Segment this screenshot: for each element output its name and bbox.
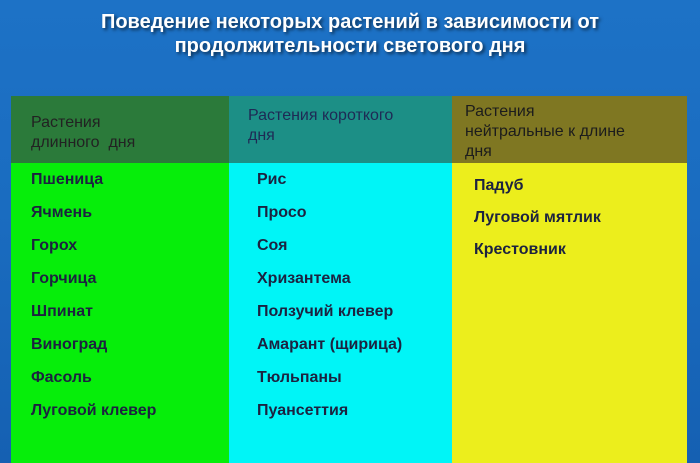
column-body-day-neutral bbox=[452, 163, 687, 463]
header-line: дня bbox=[465, 143, 492, 160]
list-item: Просо bbox=[257, 204, 307, 221]
list-item: Ползучий клевер bbox=[257, 303, 394, 320]
list-item: Пшеница bbox=[31, 171, 104, 188]
list-item: Хризантема bbox=[257, 270, 351, 287]
list-item: Ячмень bbox=[31, 204, 93, 221]
slide-title bbox=[0, 10, 700, 58]
header-line: нейтральные к длине bbox=[465, 123, 625, 140]
column-short-day bbox=[229, 96, 452, 463]
list-item: Фасоль bbox=[31, 369, 92, 386]
column-body-long-day bbox=[11, 163, 229, 463]
list-item: Шпинат bbox=[31, 303, 93, 320]
list-item: Виноград bbox=[31, 336, 108, 353]
list-item: Падуб bbox=[474, 177, 524, 194]
plants-table bbox=[11, 96, 687, 463]
title-line-2: продолжительности светового дня bbox=[174, 35, 526, 57]
column-day-neutral bbox=[452, 96, 687, 463]
column-header-long-day bbox=[11, 96, 229, 163]
list-item: Амарант (щирица) bbox=[257, 336, 403, 353]
list-item: Тюльпаны bbox=[257, 369, 342, 386]
list-item: Луговой клевер bbox=[31, 402, 157, 419]
header-line: Растения bbox=[31, 114, 101, 131]
list-item: Горох bbox=[31, 237, 78, 254]
header-line: длинного дня bbox=[31, 134, 136, 151]
list-item: Горчица bbox=[31, 270, 97, 287]
header-line: Растения bbox=[465, 103, 535, 120]
column-long-day bbox=[11, 96, 229, 463]
list-item: Луговой мятлик bbox=[474, 209, 601, 226]
title-line-1: Поведение некоторых растений в зависимости от bbox=[100, 11, 600, 33]
column-header-day-neutral bbox=[452, 96, 687, 163]
list-item: Крестовник bbox=[474, 241, 566, 258]
list-item: Пуансеттия bbox=[257, 402, 349, 419]
column-body-short-day bbox=[229, 163, 452, 463]
list-item: Рис bbox=[257, 171, 287, 188]
header-line: Растения короткого bbox=[248, 107, 394, 124]
header-line: дня bbox=[248, 127, 275, 144]
column-header-short-day bbox=[229, 96, 452, 163]
list-item: Соя bbox=[257, 237, 288, 254]
